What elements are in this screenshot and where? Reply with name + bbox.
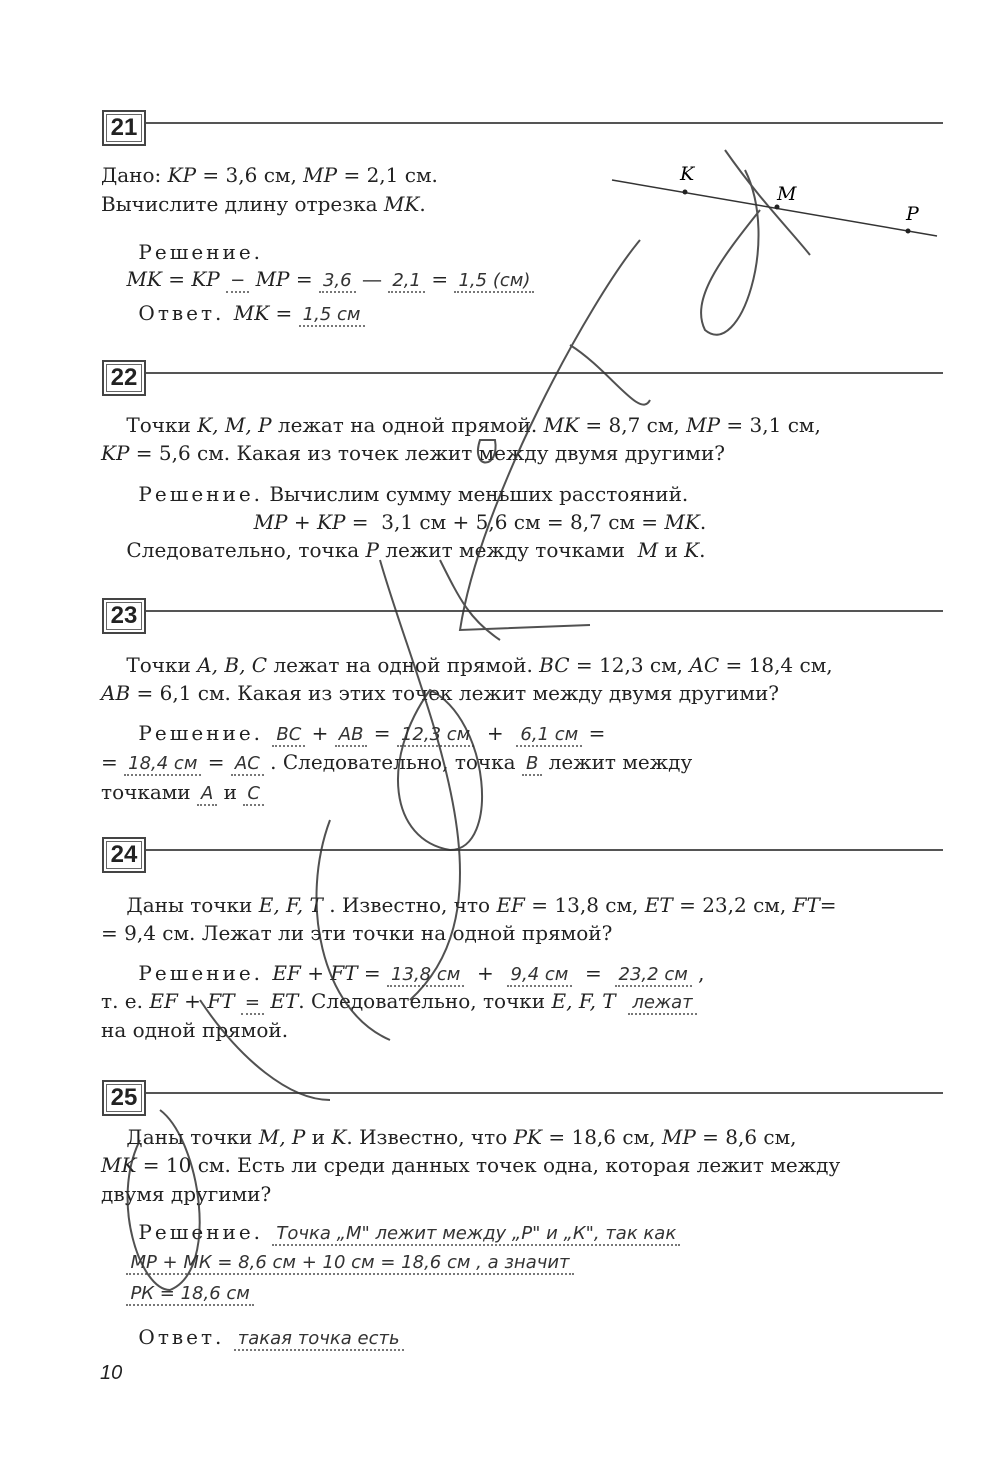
printed-text: +: [300, 961, 331, 985]
printed-text: = 8,7 см,: [579, 413, 687, 437]
handwritten-answer[interactable]: 12,3 см: [397, 724, 474, 747]
handwritten-answer[interactable]: 3,6: [319, 270, 356, 293]
label-m: M: [777, 183, 797, 205]
printed-text: лежат на одной прямой.: [271, 413, 544, 437]
printed-text: = 10 см. Есть ли среди данных точек одна, которая лежит между: [136, 1153, 841, 1177]
printed-text: M, P: [258, 1125, 306, 1149]
printed-text: Решение.: [101, 482, 264, 506]
printed-text: = 2,1 см.: [337, 163, 438, 187]
printed-text: Следовательно, точка: [101, 538, 366, 562]
oval-stroke: [398, 690, 482, 850]
printed-text: +: [305, 721, 335, 745]
handwritten-answer[interactable]: 18,4 см: [124, 753, 201, 776]
printed-text: = 8,6 см,: [695, 1125, 797, 1149]
scribble-stroke: [317, 820, 391, 1040]
printed-text: FT: [792, 893, 820, 917]
handwritten-answer[interactable]: 9,4 см: [507, 964, 573, 987]
printed-text: .: [699, 510, 707, 534]
printed-text: M: [637, 538, 659, 562]
printed-text: AC: [689, 653, 720, 677]
printed-text: Точки: [101, 413, 198, 437]
printed-text: и: [305, 1125, 332, 1149]
handwritten-answer[interactable]: 1,5 см: [299, 304, 365, 327]
handwritten-answer[interactable]: 1,5 (см): [454, 270, 534, 293]
handwritten-answer[interactable]: лежат: [628, 992, 696, 1015]
printed-text: .: [699, 538, 706, 562]
handwritten-answer[interactable]: РК = 18,6 см: [126, 1283, 253, 1306]
printed-text: MP: [686, 413, 721, 437]
printed-text: на одной прямой.: [101, 1018, 289, 1042]
problem-number: 22: [102, 360, 146, 396]
problem-number: 25: [102, 1080, 146, 1116]
printed-text: лежат на одной прямой.: [267, 653, 540, 677]
printed-text: двумя другими?: [101, 1182, 272, 1206]
label-k: K: [680, 163, 695, 185]
printed-text: FT: [207, 989, 235, 1013]
printed-text: +: [464, 961, 507, 985]
handwritten-answer[interactable]: МР + МК = 8,6 см + 10 см = 18,6 см , а значит: [126, 1252, 573, 1275]
printed-text: и: [658, 538, 685, 562]
printed-text: = 12,3 см,: [569, 653, 690, 677]
printed-text: = 3,6 см,: [196, 163, 304, 187]
handwritten-answer[interactable]: C: [243, 783, 264, 806]
printed-text: =: [367, 721, 397, 745]
printed-text: . Следовательно, точка: [263, 750, 522, 774]
printed-text: Ответ.: [101, 301, 234, 325]
printed-text: P: [365, 538, 379, 562]
printed-text: . Следовательно, точки: [298, 989, 552, 1013]
printed-text: =: [101, 750, 125, 774]
printed-text: Даны точки: [101, 893, 259, 917]
handwritten-answer[interactable]: 13,8 см: [387, 964, 464, 987]
printed-text: E, F, T: [258, 893, 323, 917]
printed-text: MK: [126, 267, 162, 291]
scribble-stroke: [478, 440, 496, 463]
printed-text: MP: [255, 267, 290, 291]
handwritten-answer[interactable]: Точка „М" лежит между „Р" и „К", так как: [272, 1223, 680, 1246]
printed-text: =: [582, 721, 606, 745]
printed-text: = 3,1 см + 5,6 см = 8,7 см =: [345, 510, 665, 534]
printed-text: = 13,8 см,: [524, 893, 645, 917]
printed-text: EF: [496, 893, 525, 917]
printed-text: MK: [233, 301, 270, 325]
printed-text: =: [424, 267, 455, 291]
printed-text: = 23,2 см,: [672, 893, 793, 917]
oval-stroke: [128, 1110, 200, 1290]
printed-text: K, M, P: [197, 413, 272, 437]
handwritten-answer[interactable]: 2,1: [388, 270, 425, 293]
problem-number: 21: [102, 110, 146, 146]
printed-text: Дано:: [101, 163, 168, 187]
printed-text: ET: [644, 893, 673, 917]
printed-text: Ответ.: [101, 1325, 234, 1349]
printed-text: MK: [383, 192, 420, 216]
scribble-stroke: [460, 240, 640, 630]
printed-text: =: [819, 893, 837, 917]
printed-text: .: [419, 192, 426, 216]
handwritten-answer[interactable]: 6,1 см: [516, 724, 582, 747]
printed-text: =: [201, 750, 231, 774]
printed-text: MK: [543, 413, 580, 437]
printed-text: FT: [330, 961, 358, 985]
printed-text: =: [572, 961, 615, 985]
printed-text: ET: [270, 989, 299, 1013]
handwritten-answer[interactable]: 23,2 см: [615, 964, 692, 987]
handwritten-answer[interactable]: =: [241, 992, 264, 1015]
printed-text: = 3,1 см,: [720, 413, 821, 437]
printed-text: MP: [303, 163, 338, 187]
printed-text: . Известно, что: [346, 1125, 514, 1149]
printed-text: KP: [191, 267, 220, 291]
printed-text: EF: [149, 989, 178, 1013]
printed-text: —: [355, 267, 389, 291]
printed-text: Даны точки: [101, 1125, 259, 1149]
printed-text: Вычислим сумму меньших расстояний.: [263, 482, 689, 506]
printed-text: Решение.: [101, 240, 264, 264]
printed-text: K: [331, 1125, 347, 1149]
printed-text: лежит между точками: [378, 538, 638, 562]
printed-text: =: [269, 301, 299, 325]
printed-text: = 5,6 см. Какая из точек лежит между двумя другими?: [129, 441, 726, 465]
printed-text: KP: [317, 510, 346, 534]
scribble-stroke: [200, 1000, 330, 1100]
handwritten-answer[interactable]: AB: [335, 724, 368, 747]
printed-text: =: [161, 267, 192, 291]
scribble-stroke: [380, 560, 460, 1000]
handwritten-answer[interactable]: AC: [231, 753, 264, 776]
printed-text: точками: [101, 780, 197, 804]
scribble-stroke: [701, 170, 760, 335]
label-p: P: [906, 203, 919, 225]
printed-text: Вычислите длину отрезка: [101, 192, 384, 216]
handwritten-answer[interactable]: такая точка есть: [234, 1328, 404, 1351]
printed-text: т. е.: [101, 989, 150, 1013]
printed-text: =: [289, 267, 319, 291]
printed-text: PK: [513, 1125, 542, 1149]
handwritten-answer[interactable]: B: [522, 753, 542, 776]
printed-text: KP: [167, 163, 197, 187]
handwritten-answer[interactable]: −: [226, 270, 249, 293]
printed-text: и: [217, 780, 244, 804]
problem-number: 23: [102, 598, 146, 634]
printed-text: MK: [101, 1153, 137, 1177]
printed-text: Решение.: [101, 961, 273, 985]
printed-text: Решение.: [101, 721, 273, 745]
printed-text: MK: [664, 510, 700, 534]
printed-text: K: [684, 538, 700, 562]
handwritten-answer[interactable]: BC: [272, 724, 305, 747]
printed-text: +: [474, 721, 517, 745]
printed-text: = 6,1 см. Какая из этих точек лежит между двумя другими?: [130, 681, 779, 705]
printed-text: EF: [272, 961, 301, 985]
printed-text: Точки: [101, 653, 198, 677]
problem-number: 24: [102, 837, 146, 873]
printed-text: BC: [539, 653, 570, 677]
printed-text: MP: [661, 1125, 696, 1149]
printed-text: E, F, T: [551, 989, 616, 1013]
printed-text: лежит между: [542, 750, 693, 774]
printed-text: AB: [101, 681, 131, 705]
printed-text: ,: [691, 961, 705, 985]
scribble-stroke: [570, 345, 650, 405]
printed-text: Решение.: [101, 1220, 273, 1244]
page-number: 10: [100, 1362, 123, 1384]
handwritten-answer[interactable]: A: [197, 783, 217, 806]
printed-text: KP: [101, 441, 130, 465]
printed-text: =: [357, 961, 388, 985]
printed-text: +: [287, 510, 317, 534]
printed-text: A, B, C: [197, 653, 268, 677]
printed-text: = 18,6 см,: [542, 1125, 662, 1149]
printed-text: = 18,4 см,: [719, 653, 833, 677]
printed-text: . Известно, что: [322, 893, 497, 917]
printed-text: MP: [253, 510, 288, 534]
printed-text: = 9,4 см. Лежат ли эти точки на одной прямой?: [101, 921, 613, 945]
printed-text: +: [177, 989, 208, 1013]
